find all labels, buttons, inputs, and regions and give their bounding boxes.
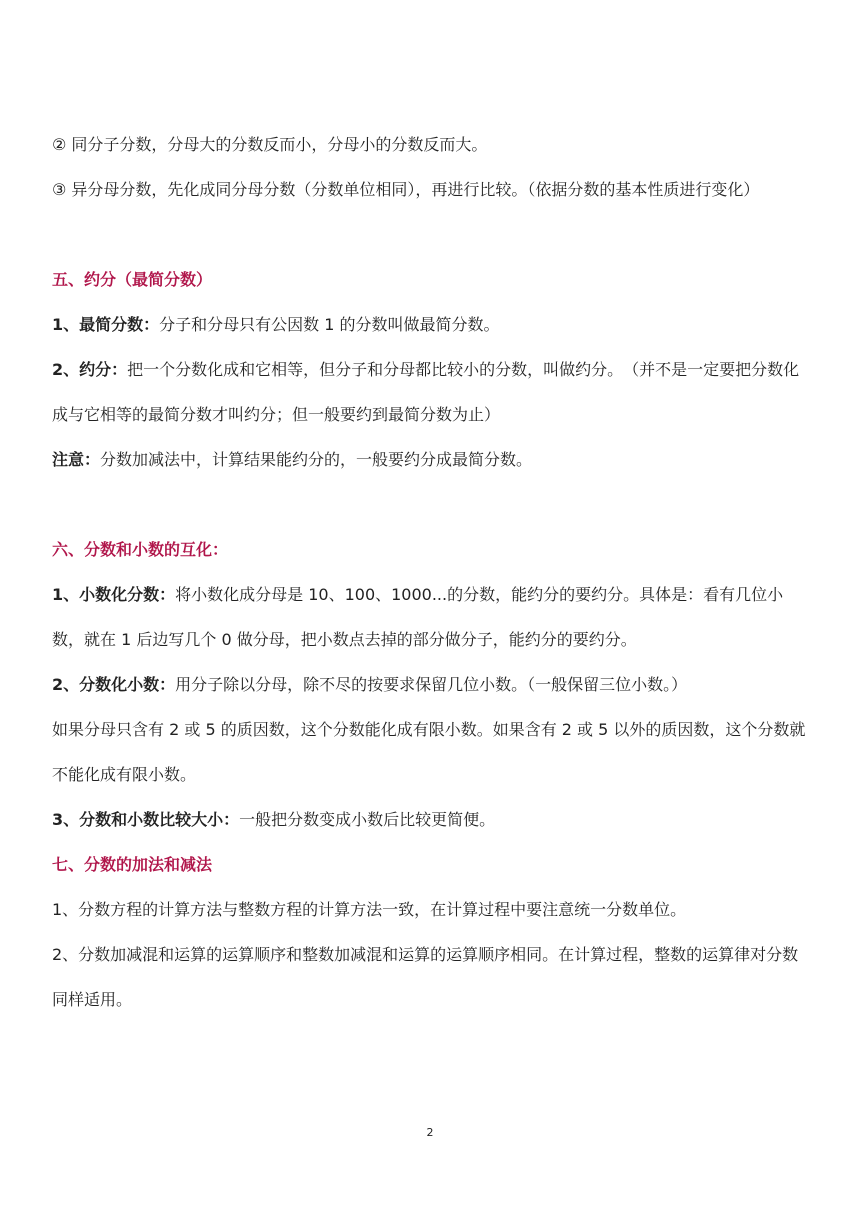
term-label: 1、最简分数：: [52, 315, 160, 334]
term-text: 将小数化成分母是 10、100、1000...的分数，能约分的要约分。具体是：看有几位小数，就在 1 后边写几个 0 做分母，把小数点去掉的部分做分子，能约分的要约分。: [52, 585, 784, 649]
spacer: [52, 482, 812, 527]
section5-item-1: [52, 302, 812, 347]
term-label: 1、小数化分数：: [52, 585, 176, 604]
term-text: 一般把分数变成小数后比较更简便。: [239, 810, 496, 829]
term-text: 分子和分母只有公因数 1 的分数叫做最简分数。: [159, 315, 500, 334]
term-label: 2、约分：: [52, 360, 128, 379]
term-text: 把一个分数化成和它相等，但分子和分母都比较小的分数，叫做约分。 （并不是一定要把分数化成与它相等的最简分数才叫约分；但一般要约到最简分数为止）: [52, 360, 800, 424]
section6-item-1: [52, 572, 812, 662]
section7-heading: 七、分数的加法和减法: [52, 855, 213, 874]
section4-item3: ③ 异分母分数，先化成同分母分数（分数单位相同），再进行比较。（依据分数的基本性质进行变化）: [52, 180, 760, 199]
term-text: 如果分母只含有 2 或 5 的质因数，这个分数能化成有限小数。如果含有 2 或 5 以外的质因数，这个分数就不能化成有限小数。: [52, 720, 806, 784]
term-label: 3、分数和小数比较大小：: [52, 810, 240, 829]
section6-heading: 六、分数和小数的互化：: [52, 540, 229, 559]
section7-item-2: 2、分数加减混和运算的运算顺序和整数加减混和运算的运算顺序相同。在计算过程，整数的运算律对分数同样适用。: [52, 945, 799, 1009]
page-number: 2: [426, 1126, 434, 1139]
spacer: [52, 212, 812, 257]
section6-item-2: [52, 662, 812, 707]
section6-item-3: [52, 797, 812, 842]
section5-item-2: [52, 347, 812, 437]
term-text: 分数加减法中，计算结果能约分的，一般要约分成最简分数。: [100, 450, 533, 469]
document-body: [52, 122, 812, 1022]
section6-item-2-detail: [52, 707, 812, 797]
section4-item2: ② 同分子分数，分母大的分数反而小，分母小的分数反而大。: [52, 135, 488, 154]
term-text: 用分子除以分母，除不尽的按要求保留几位小数。（一般保留三位小数。）: [175, 675, 688, 694]
section5-note: [52, 437, 812, 482]
section5-heading: 五、约分（最简分数）: [52, 270, 213, 289]
term-label: 2、分数化小数：: [52, 675, 176, 694]
term-label: 注意：: [52, 450, 101, 469]
section7-item-1: 1、分数方程的计算方法与整数方程的计算方法一致，在计算过程中要注意统一分数单位。: [52, 900, 687, 919]
